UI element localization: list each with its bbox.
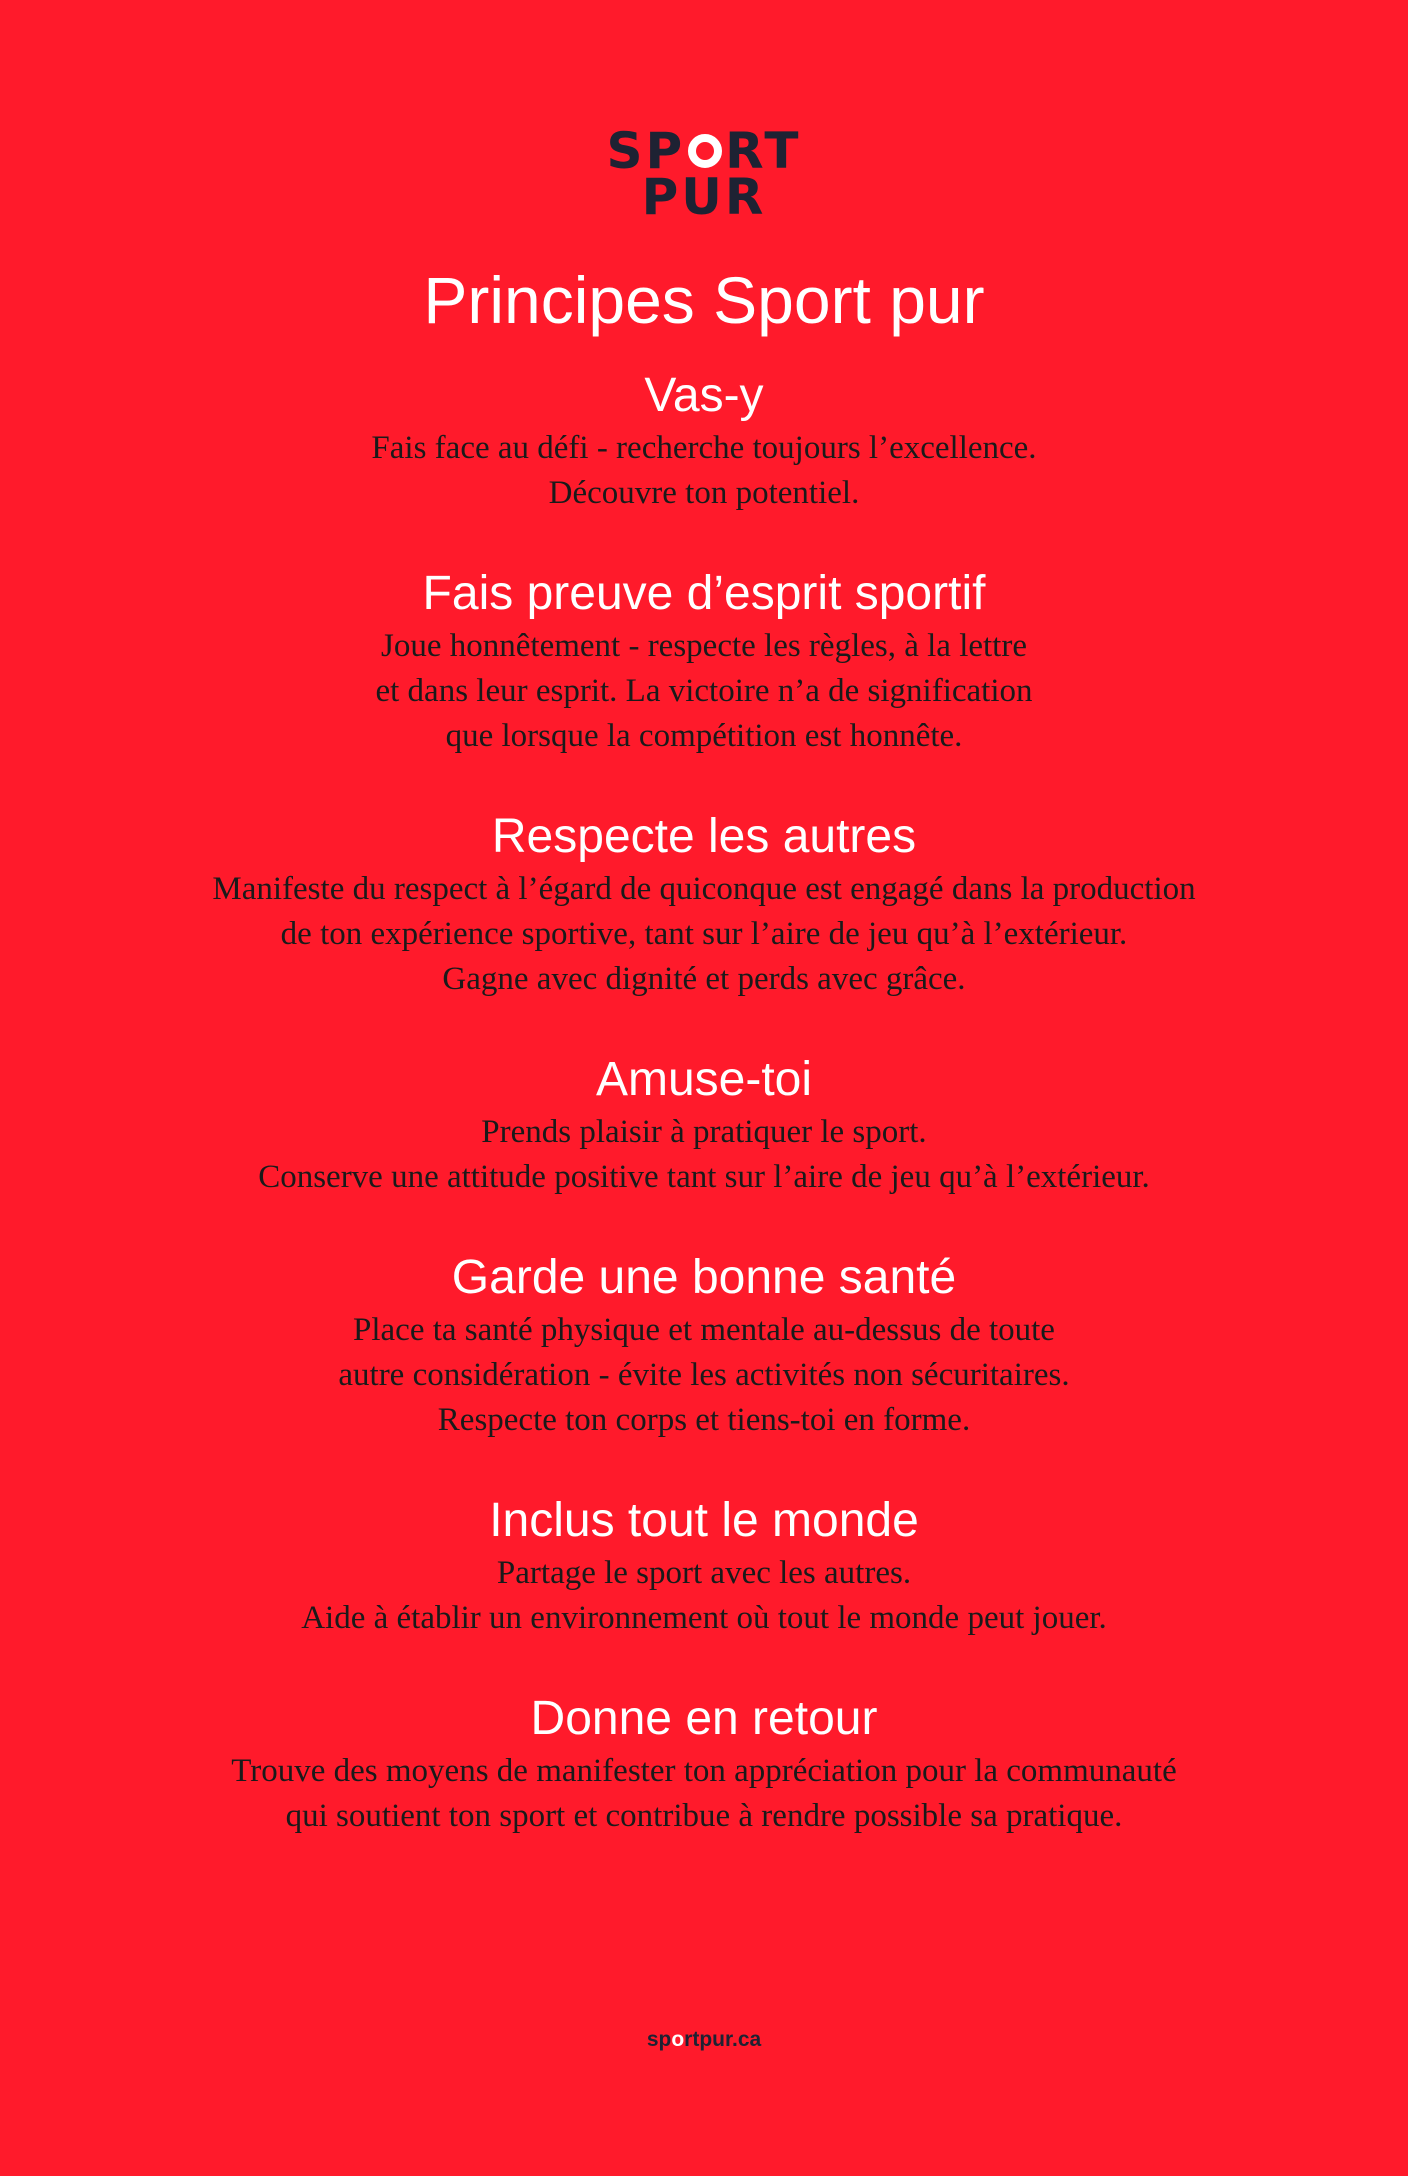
principle-text-line: Fais face au défi - recherche toujours l’excellence. xyxy=(371,430,1037,466)
footer-text-prefix: sp xyxy=(646,2028,672,2051)
website-link[interactable] xyxy=(0,2028,1408,2052)
principle-heading: Amuse-toi xyxy=(595,1053,813,1106)
principle-heading: Donne en retour xyxy=(530,1692,878,1745)
principle-section xyxy=(0,1689,1408,1839)
principles-list xyxy=(0,366,1408,1887)
principle-heading: Fais preuve d’esprit sportif xyxy=(422,567,986,620)
principle-section xyxy=(0,564,1408,759)
footer-text-suffix: rtpur.ca xyxy=(684,2028,762,2051)
principle-text-line: et dans leur esprit. La victoire n’a de signification xyxy=(375,673,1033,709)
logo-text-pur: PUR xyxy=(641,168,767,226)
principle-text-line: Manifeste du respect à l’égard de quiconque est engagé dans la production xyxy=(212,871,1196,907)
principle-heading: Inclus tout le monde xyxy=(489,1494,919,1547)
logo-text-sp: SP xyxy=(606,122,686,180)
principle-text-line: Aide à établir un environnement où tout le monde peut jouer. xyxy=(301,1600,1107,1636)
page-title: Principes Sport pur xyxy=(423,263,985,337)
principle-text-line: que lorsque la compétition est honnête. xyxy=(445,718,963,754)
sport-pur-logo xyxy=(606,122,802,226)
principle-section xyxy=(0,1248,1408,1443)
principle-heading: Garde une bonne santé xyxy=(451,1251,957,1304)
principle-text-line: Trouve des moyens de manifester ton appréciation pour la communauté xyxy=(231,1753,1177,1789)
principle-text-line: Conserve une attitude positive tant sur l’aire de jeu qu’à l’extérieur. xyxy=(258,1159,1150,1195)
principle-text-line: autre considération - évite les activités non sécuritaires. xyxy=(338,1357,1070,1393)
footer-text-o: o xyxy=(671,2028,685,2051)
principle-section xyxy=(0,1050,1408,1200)
principle-text-line: Découvre ton potentiel. xyxy=(548,475,860,511)
principle-section xyxy=(0,807,1408,1002)
principle-section xyxy=(0,366,1408,516)
principle-text-line: Prends plaisir à pratiquer le sport. xyxy=(481,1114,927,1150)
principle-text-line: Partage le sport avec les autres. xyxy=(496,1555,912,1591)
principle-text-line: Place ta santé physique et mentale au-dessus de toute xyxy=(353,1312,1055,1348)
principle-heading: Respecte les autres xyxy=(491,810,917,863)
principle-text-line: qui soutient ton sport et contribue à rendre possible sa pratique. xyxy=(285,1798,1123,1834)
logo-line-pur xyxy=(641,168,767,226)
logo-text-rt: RT xyxy=(725,122,802,180)
principle-text-line: Gagne avec dignité et perds avec grâce. xyxy=(442,961,966,997)
principle-text-line: Respecte ton corps et tiens-toi en forme. xyxy=(437,1402,971,1438)
principle-heading: Vas-y xyxy=(644,369,764,422)
principle-text-line: de ton expérience sportive, tant sur l’aire de jeu qu’à l’extérieur. xyxy=(280,916,1128,952)
principle-text-line: Joue honnêtement - respecte les règles, à la lettre xyxy=(381,628,1027,664)
principle-section xyxy=(0,1491,1408,1641)
logo-o-ring-icon xyxy=(688,134,722,168)
